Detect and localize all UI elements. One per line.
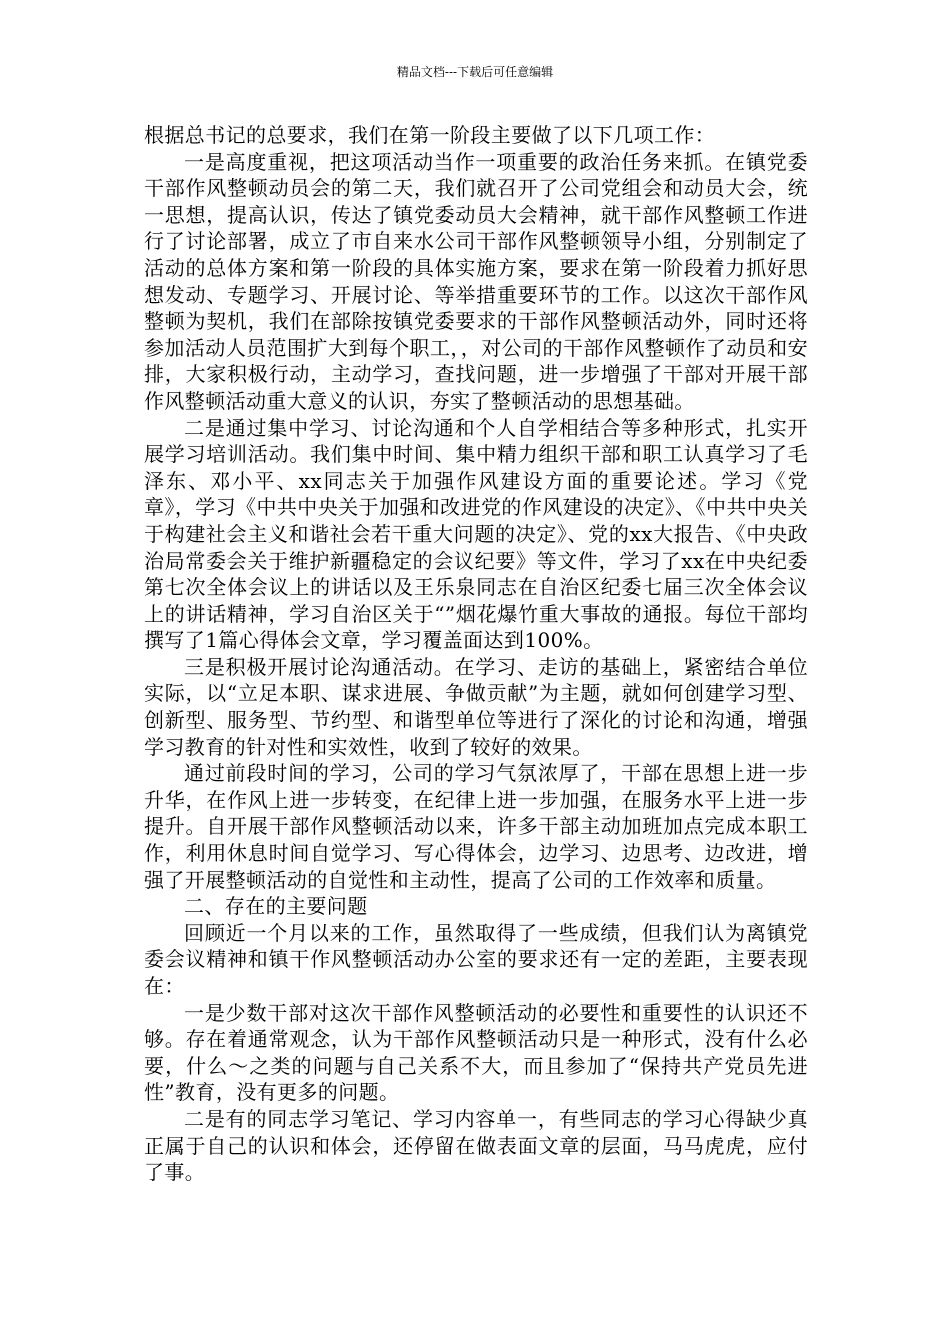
paragraph-third-point: 三是积极开展讨论沟通活动。在学习、走访的基础上，紧密结合单位实际，以“立足本职、谋求进展、争做贡献”为主题，就如何创建学习型、创新型、服务型、节约型、和谐型单位等进行了深化的讨论和沟通，增强学习教育的针对性和实效性，收到了较好的效果。 bbox=[144, 654, 808, 759]
paragraph-review: 回顾近一个月以来的工作，虽然取得了一些成绩，但我们认为离镇党委会议精神和镇干作风整顿活动办公室的要求还有一定的差距，主要表现在： bbox=[144, 920, 808, 998]
paragraph-summary: 通过前段时间的学习，公司的学习气氛浓厚了，干部在思想上进一步升华，在作风上进一步转变，在纪律上进一步加强，在服务水平上进一步提升。自开展干部作风整顿活动以来，许多干部主动加班加点完成本职工作，利用休息时间自觉学习、写心得体会，边学习、边思考、边改进，增强了开展整顿活动的自觉性和主动性，提高了公司的工作效率和质量。 bbox=[144, 761, 808, 892]
paragraph-problem-one: 一是少数干部对这次干部作风整顿活动的必要性和重要性的认识还不够。存在着通常观念，认为干部作风整顿活动只是一种形式，没有什么必要，什么～之类的问题与自己关系不大，而且参加了“保持共产党员先进性”教育，没有更多的问题。 bbox=[144, 1000, 808, 1105]
document-body bbox=[144, 122, 808, 1186]
page-header: 精品文档---下载后可任意编辑 bbox=[396, 65, 554, 79]
paragraph-problem-two: 二是有的同志学习笔记、学习内容单一，有些同志的学习心得缺少真正属于自己的认识和体会，还停留在做表面文章的层面，马马虎虎，应付了事。 bbox=[144, 1106, 808, 1185]
paragraph-second-point: 二是通过集中学习、讨论沟通和个人自学相结合等多种形式，扎实开展学习培训活动。我们集中时间、集中精力组织干部和职工认真学习了毛泽东、邓小平、xx同志关于加强作风建设方面的重要论述。学习《党章》，学习《中共中央关于加强和改进党的作风建设的决定》、《中共中央关于构建社会主义和谐社会若干重大问题的决定》、党的xx大报告、《中央政治局常委会关于维护新疆稳定的会议纪要》等文件，学习了xx在中央纪委第七次全体会议上的讲话以及王乐泉同志在自治区纪委七届三次全体会议上的讲话精神，学习自治区关于“”烟花爆竹重大事故的通报。每位干部均撰写了1篇心得体会文章，学习覆盖面达到100%。 bbox=[144, 415, 808, 653]
paragraph-intro: 根据总书记的总要求，我们在第一阶段主要做了以下几项工作： bbox=[144, 123, 716, 147]
paragraph-first-point: 一是高度重视，把这项活动当作一项重要的政治任务来抓。在镇党委干部作风整顿动员会的第二天，我们就召开了公司党组会和动员大会，统一思想，提高认识，传达了镇党委动员大会精神，就干部作风整顿工作进行了讨论部署，成立了市自来水公司干部作风整顿领导小组，分别制定了活动的总体方案和第一阶段的具体实施方案，要求在第一阶段着力抓好思想发动、专题学习、开展讨论、等举措重要环节的工作。以这次干部作风整顿为契机，我们在部除按镇党委要求的干部作风整顿活动外，同时还将参加活动人员范围扩大到每个职工，，对公司的干部作风整顿作了动员和安排，大家积极行动，主动学习，查找问题，进一步增强了干部对开展干部作风整顿活动重大意义的认识，夯实了整顿活动的思想基础。 bbox=[144, 149, 808, 413]
section-heading-problems: 二、存在的主要问题 bbox=[184, 894, 368, 919]
